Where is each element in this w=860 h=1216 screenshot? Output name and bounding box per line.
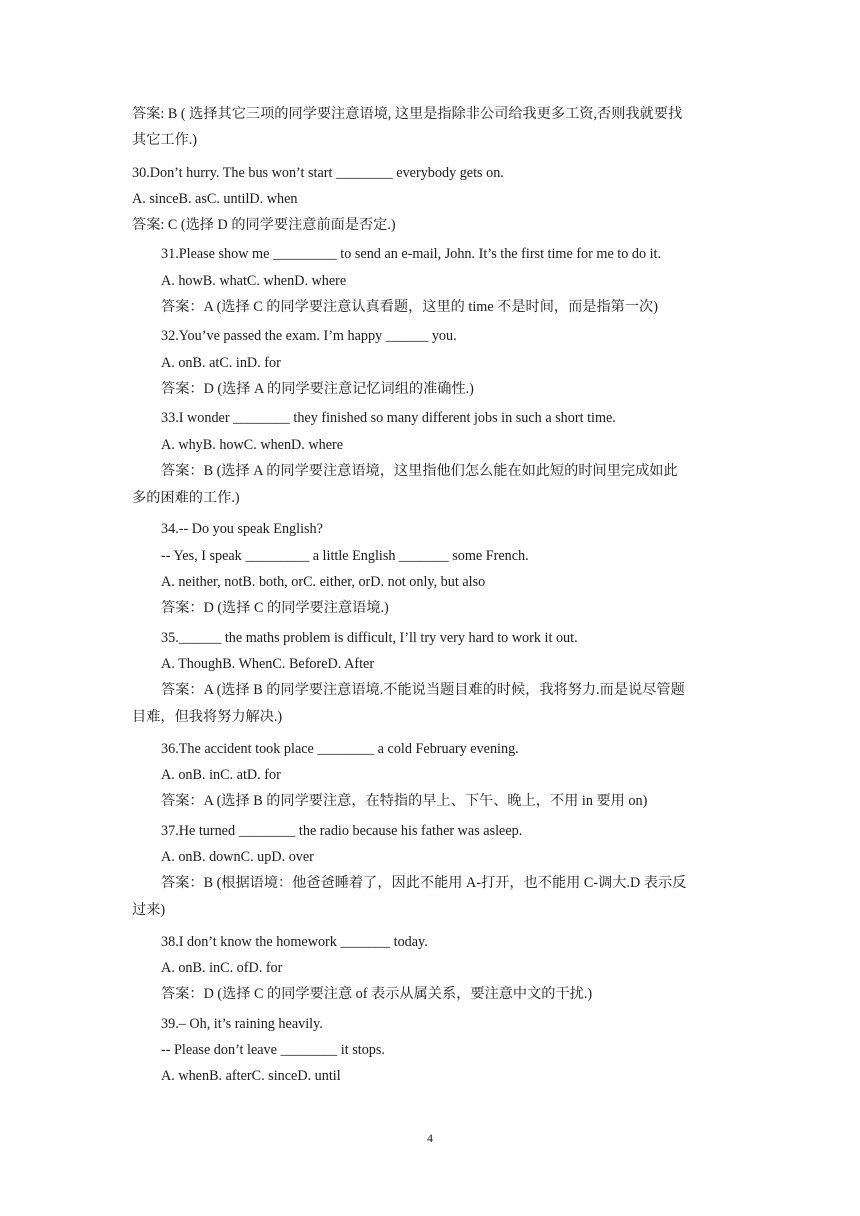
question-33: 33.I wonder ________ they finished so many different jobs in such a short time.	[161, 410, 616, 426]
question-36: 36.The accident took place ________ a cold February evening.	[161, 741, 519, 757]
answer-33: 答案：B (选择 A 的同学要注意语境，这里指他们怎么能在如此短的时间里完成如此	[161, 463, 678, 479]
options-39: A. whenB. afterC. sinceD. until	[161, 1068, 341, 1084]
answer-37-continued: 过来)	[132, 902, 166, 918]
answer-38: 答案：D (选择 C 的同学要注意 of 表示从属关系，要注意中文的干扰.)	[161, 986, 593, 1002]
answer-32: 答案：D (选择 A 的同学要注意记忆词组的准确性.)	[161, 381, 474, 397]
question-31: 31.Please show me _________ to send an e-mail, John. It’s the first time for me to do it.	[161, 246, 662, 262]
options-38: A. onB. inC. ofD. for	[161, 960, 283, 976]
question-34-line-2: -- Yes, I speak _________ a little English _______ some French.	[161, 548, 529, 564]
options-34: A. neither, notB. both, orC. either, orD. not only, but also	[161, 574, 486, 590]
answer-34: 答案：D (选择 C 的同学要注意语境.)	[161, 600, 389, 616]
options-36: A. onB. inC. atD. for	[161, 767, 281, 783]
answer-29-continued: 其它工作.)	[132, 132, 198, 148]
question-32: 32.You’ve passed the exam. I’m happy ______ you.	[161, 328, 457, 344]
answer-37: 答案：B (根据语境：他爸爸睡着了，因此不能用 A-打开，也不能用 C-调大.D 表示反	[161, 875, 687, 891]
options-35: A. ThoughB. WhenC. BeforeD. After	[161, 656, 375, 672]
options-31: A. howB. whatC. whenD. where	[161, 273, 347, 289]
options-37: A. onB. downC. upD. over	[161, 849, 314, 865]
page-number: 4	[427, 1131, 433, 1145]
question-39: 39.– Oh, it’s raining heavily.	[161, 1016, 323, 1032]
answer-35-continued: 目难，但我将努力解决.)	[132, 709, 283, 725]
options-30: A. sinceB. asC. untilD. when	[132, 191, 298, 207]
answer-33-continued: 多的困难的工作.)	[132, 490, 240, 506]
question-30: 30.Don’t hurry. The bus won’t start ________ everybody gets on.	[132, 165, 504, 181]
answer-29: 答案: B ( 选择其它三项的同学要注意语境, 这里是指除非公司给我更多工资,否则我就要找	[132, 106, 683, 122]
options-33: A. whyB. howC. whenD. where	[161, 437, 344, 453]
options-32: A. onB. atC. inD. for	[161, 355, 281, 371]
question-39-line-2: -- Please don’t leave ________ it stops.	[161, 1042, 385, 1058]
question-35: 35.______ the maths problem is difficult, I’ll try very hard to work it out.	[161, 630, 578, 646]
question-38: 38.I don’t know the homework _______ today.	[161, 934, 428, 950]
answer-31: 答案：A (选择 C 的同学要注意认真看题，这里的 time 不是时间，而是指第一次)	[161, 299, 658, 315]
answer-30: 答案: C (选择 D 的同学要注意前面是否定.)	[132, 217, 396, 233]
answer-36: 答案：A (选择 B 的同学要注意，在特指的早上、下午、晚上，不用 in 要用 on)	[161, 793, 648, 809]
question-34: 34.-- Do you speak English?	[161, 521, 323, 537]
answer-35: 答案：A (选择 B 的同学要注意语境.不能说当题目难的时候，我将努力.而是说尽管题	[161, 682, 685, 698]
question-37: 37.He turned ________ the radio because his father was asleep.	[161, 823, 523, 839]
